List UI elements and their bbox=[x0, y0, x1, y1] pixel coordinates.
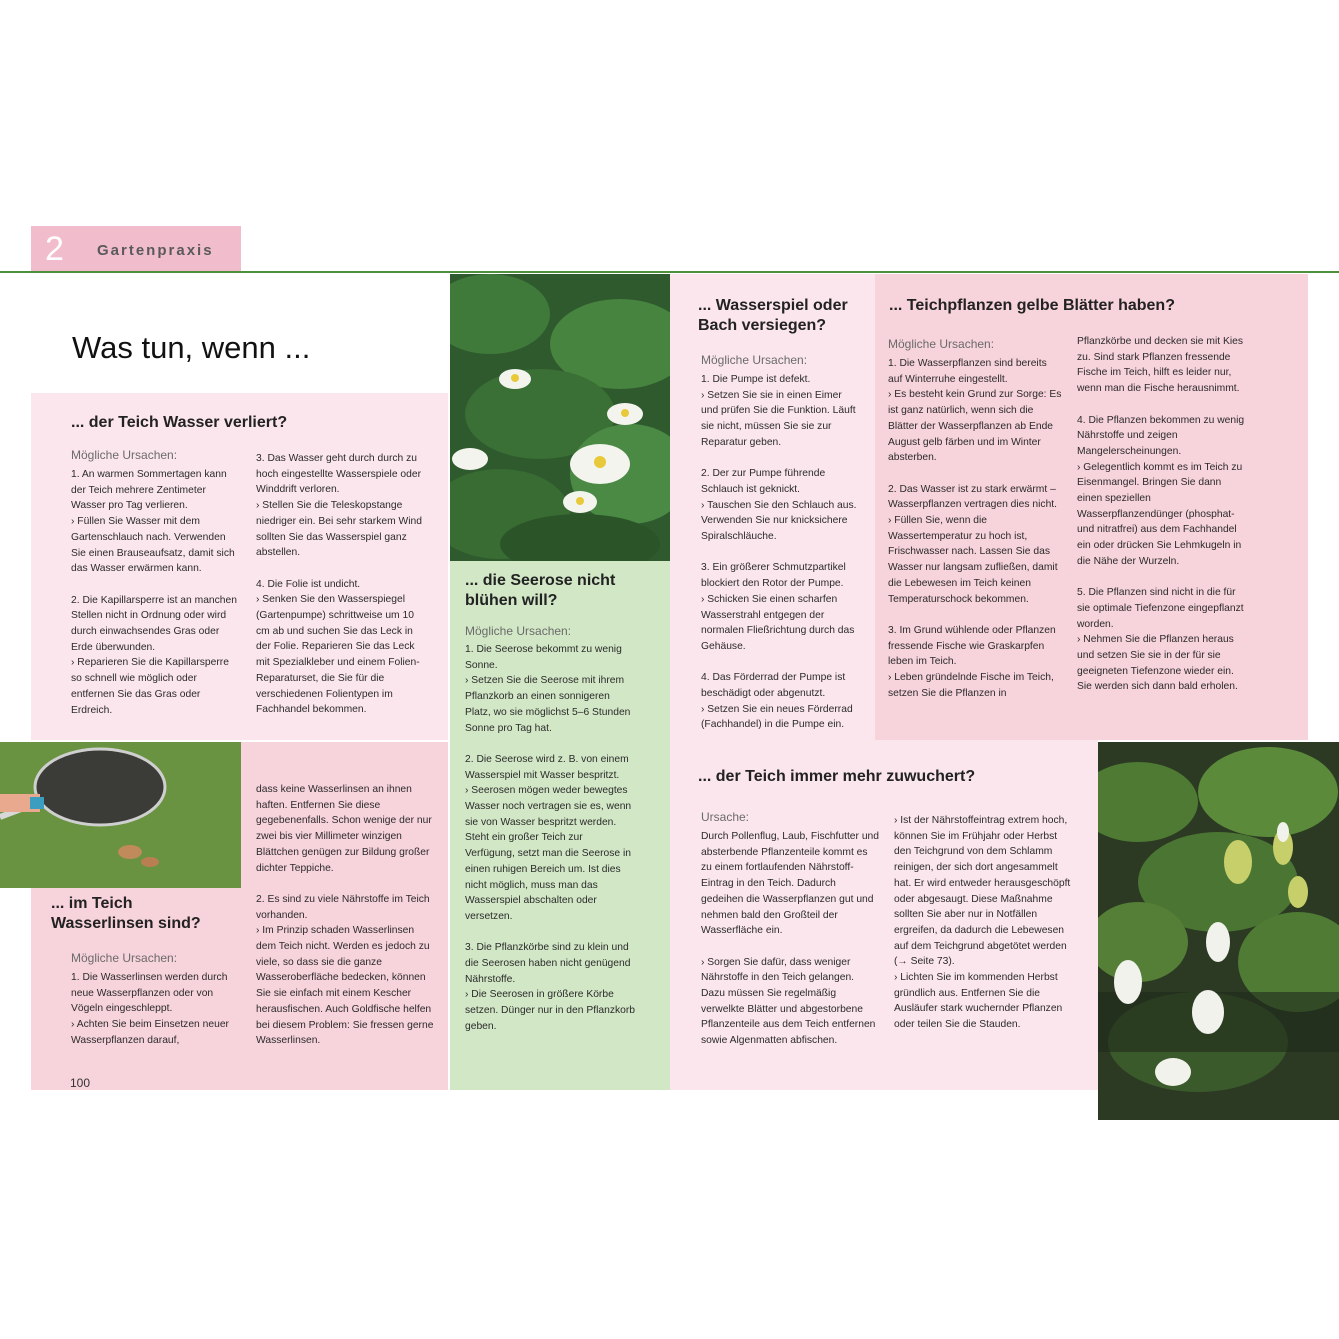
text-column bbox=[701, 829, 879, 1049]
paragraph: › Nehmen Sie die Pflanzen heraus und setzen Sie sie in der für sie geeigneten Tiefenzone wieder ein. Sie werden sich dann bald erholen. bbox=[1077, 634, 1238, 693]
paragraph: › Seerosen mögen weder bewegtes Wasser noch vertragen sie es, wenn sie von Wasser bespritzt werden. Steht ein großer Teich zur Verfügung, setzt man die Seerose in einen ruhigen Bereich um. Ist dies nicht möglich, muss man das Wasserspiel abschalten oder versetzen. bbox=[465, 785, 632, 922]
text-column bbox=[465, 642, 635, 1035]
paragraph: › Ist der Nährstoffeintrag extrem hoch, können Sie im Frühjahr oder Herbst den Teichgrund von dem Schlamm reinigen, der sich dort angesammelt hat. Er wird entweder herausgeschöpft oder abgesaugt. Diese Maßnahme sollten Sie aber nur in Notfällen ergreifen, da dadurch die Lebewesen auf dem Teichgrund abgetötet werden (→ Seite 73). bbox=[894, 815, 1071, 968]
paragraph: 1. Die Pumpe ist defekt. bbox=[701, 374, 811, 385]
paragraph: › Im Prinzip schaden Wasserlinsen dem Teich nicht. Werden es jedoch zu viele, so dass sie die ganze Wasseroberfläche bedecken, können Sie sie einfach mit einem Kescher herausfischen. Auch Goldfische helfen bei diesem Problem: Sie fressen gerne Wasserlinsen. bbox=[256, 925, 434, 1047]
cause-label: Mögliche Ursachen: bbox=[465, 624, 572, 638]
cause-label: Ursache: bbox=[701, 810, 750, 824]
paragraph: › Sorgen Sie dafür, dass weniger Nährstoffe in den Teich gelangen. Dazu müssen Sie regelmäßig verwelkte Blätter und abgestorbene Pflanzenteile aus dem Teich entfernen sowie Algenmatten abfischen. bbox=[701, 956, 876, 1047]
section-heading: ... der Teich Wasser verliert? bbox=[71, 414, 288, 431]
calla-plants-photo bbox=[1098, 742, 1339, 1120]
paragraph: 2. Der zur Pumpe führende Schlauch ist geknickt. bbox=[701, 468, 826, 495]
text-column bbox=[256, 782, 436, 1049]
paragraph: › Senken Sie den Wasserspiegel (Gartenpumpe) schrittweise um 10 cm ab und suchen Sie das Leck in der Folie. Reparieren Sie das Leck mit Spezialkleber und einem Folien-Reparaturset, die Sie für die verschiedenen Folientypen im Fachhandel bekommen. bbox=[256, 594, 420, 716]
paragraph: 1. An warmen Sommertagen kann der Teich mehrere Zentimeter Wasser pro Tag verlieren. bbox=[71, 469, 227, 512]
section-seerose bbox=[450, 561, 670, 1090]
paragraph: › Reparieren Sie die Kapillarsperre so schnell wie möglich oder entfernen Sie das Gras oder Erdreich. bbox=[71, 657, 229, 716]
paragraph: 3. Im Grund wühlende oder Pflanzen fressende Fische wie Graskarpfen leben im Teich. bbox=[888, 624, 1056, 668]
section-zuwuchert bbox=[670, 740, 1098, 1090]
chapter-title: Gartenpraxis bbox=[97, 242, 214, 259]
paragraph: › Lichten Sie im kommenden Herbst gründlich aus. Entfernen Sie die Ausläufer stark wuchernder Pflanzen oder teilen Sie die Stauden. bbox=[894, 972, 1063, 1031]
paragraph: › Setzen Sie die Seerose mit ihrem Pflanzkorb an einen sonnigeren Platz, wo sie möglichst 5–6 Stunden Sonne pro Tag hat. bbox=[465, 675, 631, 734]
paragraph: › Gelegentlich kommt es im Teich zu Eisenmangel. Bringen Sie dann einen speziellen Wasserpflanzendünger (phosphat- und nitratfrei) aus dem Fachhandel ein oder drücken Sie Lehmkugeln in die Nähe der Wurzeln. bbox=[1077, 461, 1243, 567]
cause-label: Mögliche Ursachen: bbox=[71, 448, 178, 462]
paragraph: 1. Die Seerose bekommt zu wenig Sonne. bbox=[465, 644, 622, 671]
section-heading: ... im Teich Wasserlinsen sind? bbox=[51, 895, 201, 932]
section-wasserspiel bbox=[670, 274, 875, 740]
section-wasser-verliert bbox=[31, 393, 448, 740]
paragraph: Durch Pollenflug, Laub, Fischfutter und absterbende Pflanzenteile kommt es zu einem fortlaufenden Nährstoff-Eintrag in den Teich. Dadurch gedeihen die Wasserpflanzen gut und nehmen bald den Großteil der Wasserfläche ein. bbox=[701, 831, 880, 937]
section-heading: ... Wasserspiel oder Bach versiegen? bbox=[698, 297, 848, 334]
paragraph: › Leben gründelnde Fische im Teich, setzen Sie die Pflanzen in bbox=[888, 672, 1054, 699]
paragraph: 3. Das Wasser geht durch durch zu hoch eingestellte Wasserspiele oder Winddrift verloren. bbox=[256, 453, 422, 496]
paragraph: › Füllen Sie, wenn die Wassertemperatur zu hoch ist, Frischwasser nach. Lassen Sie das Wasser nur langsam zufließen, damit die Lebewesen im Teich keinen Temperaturschock bekommen. bbox=[888, 515, 1058, 605]
text-column bbox=[1077, 334, 1249, 695]
duckweed-image bbox=[0, 742, 241, 888]
paragraph: 4. Die Pflanzen bekommen zu wenig Nährstoffe und zeigen Mangelerscheinungen. bbox=[1077, 414, 1245, 457]
paragraph: › Schicken Sie einen scharfen Wasserstrahl entgegen der normalen Fließrichtung durch das Gehäuse. bbox=[701, 593, 855, 652]
section-wasserlinsen-left bbox=[31, 888, 241, 1090]
paragraph: 3. Die Pflanzkörbe sind zu klein und die Seerosen haben nicht genügend Nährstoffe. bbox=[465, 942, 631, 985]
paragraph: 5. Die Pflanzen sind nicht in die für sie optimale Tiefenzone eingepflanzt worden. bbox=[1077, 587, 1244, 630]
calla-image bbox=[1098, 742, 1339, 1120]
water-lily-image bbox=[450, 274, 670, 561]
paragraph: 2. Die Kapillarsperre ist an manchen Stellen nicht in Ordnung oder wird durch einwachsendes Gras oder Erde überwunden. bbox=[71, 594, 237, 653]
header-rule bbox=[0, 271, 1339, 273]
text-column bbox=[888, 356, 1063, 701]
section-heading: ... Teichpflanzen gelbe Blätter haben? bbox=[889, 297, 1175, 314]
paragraph: › Es besteht kein Grund zur Sorge: Es ist ganz natürlich, wenn sich die Blätter der Wasserpflanzen ab Ende August gelb färben und im Winter absterben. bbox=[888, 389, 1062, 464]
section-heading: ... der Teich immer mehr zuwuchert? bbox=[698, 768, 976, 785]
cause-label: Mögliche Ursachen: bbox=[888, 337, 995, 351]
paragraph: 2. Es sind zu viele Nährstoffe im Teich vorhanden. bbox=[256, 893, 430, 921]
cause-label: Mögliche Ursachen: bbox=[701, 353, 808, 367]
paragraph: 4. Das Förderrad der Pumpe ist beschädigt oder abgenutzt. bbox=[701, 672, 846, 700]
paragraph: dass keine Wasserlinsen an ihnen haften. Entfernen Sie diese gegebenenfalls. Schon wenige der nur zwei bis vier Millimeter winzigen Blättchen genügen zur Bildung großer dichter Teppiche. bbox=[256, 784, 432, 874]
paragraph: › Achten Sie beim Einsetzen neuer Wasserpflanzen darauf, bbox=[71, 1019, 229, 1046]
paragraph: › Stellen Sie die Teleskopstange niedriger ein. Bei sehr starkem Wind sollten Sie das Wasserspiel ganz abstellen. bbox=[256, 500, 422, 559]
paragraph: 1. Die Wasserpflanzen sind bereits auf Winterruhe eingestellt. bbox=[888, 358, 1047, 385]
cause-label: Mögliche Ursachen: bbox=[71, 951, 178, 965]
section-gelbe-blaetter bbox=[875, 274, 1308, 740]
paragraph: › Tauschen Sie den Schlauch aus. Verwenden Sie nur knicksichere Spiralschläuche. bbox=[701, 499, 857, 543]
paragraph: 4. Die Folie ist undicht. bbox=[256, 578, 361, 590]
chapter-number: 2 bbox=[45, 230, 64, 268]
paragraph: › Setzen Sie ein neues Förderrad (Fachhandel) in die Pumpe ein. bbox=[701, 703, 853, 731]
page-number: 100 bbox=[70, 1076, 91, 1090]
paragraph: 2. Die Seerose wird z. B. von einem Wasserspiel mit Wasser bespritzt. bbox=[465, 753, 629, 781]
text-column bbox=[256, 451, 426, 718]
text-column bbox=[71, 970, 231, 1049]
paragraph: 2. Das Wasser ist zu stark erwärmt – Wasserpflanzen vertragen dies nicht. bbox=[888, 483, 1058, 511]
text-column bbox=[71, 467, 239, 718]
section-heading: ... die Seerose nicht blühen will? bbox=[465, 572, 616, 609]
net-duckweed-photo bbox=[0, 742, 241, 888]
paragraph: › Setzen Sie sie in einen Eimer und prüfen Sie die Funktion. Läuft sie nicht, müssen Sie sie zur Reparatur geben. bbox=[701, 389, 856, 448]
paragraph: 1. Die Wasserlinsen werden durch neue Wasserpflanzen oder von Vögeln eingeschleppt. bbox=[71, 972, 228, 1015]
paragraph: Pflanzkörbe und decken sie mit Kies zu. Sind stark Pflanzen fressende Fische im Teich, hilft es leider nur, wenn man die Fische herausnimmt. bbox=[1077, 336, 1243, 395]
text-column bbox=[701, 372, 861, 733]
section-wasserlinsen-right bbox=[241, 742, 448, 1090]
chapter-tab bbox=[31, 226, 241, 272]
water-lily-photo bbox=[450, 274, 670, 561]
paragraph: › Füllen Sie Wasser mit dem Gartenschlauch nach. Verwenden Sie einen Brauseaufsatz, damit sich das Wasser erwärmen kann. bbox=[71, 516, 235, 575]
paragraph: › Die Seerosen in größere Körbe setzen. Dünger nur in den Pflanzkorb geben. bbox=[465, 989, 635, 1032]
page-title: Was tun, wenn ... bbox=[72, 330, 311, 365]
text-column bbox=[894, 813, 1074, 1033]
paragraph: 3. Ein größerer Schmutzpartikel blockiert den Rotor der Pumpe. bbox=[701, 562, 846, 590]
